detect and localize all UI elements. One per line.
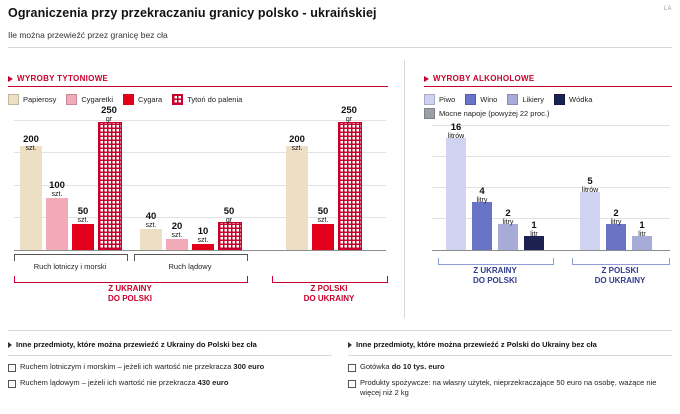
triangle-right-icon: [8, 342, 12, 348]
legend-swatch-papierosy: [8, 94, 19, 105]
legend-label: Wino: [480, 95, 498, 104]
bar-cygara-3: [312, 224, 334, 250]
footer-heading-right: [348, 340, 597, 349]
footer-item-text: Ruchem lotniczym i morskim – jeżeli ich wartość nie przekracza 300 euro: [20, 362, 265, 371]
subgroup-bracket-air-sea: [14, 254, 128, 261]
bar-label: 250 gr: [101, 105, 117, 123]
legend-label: Cygaretki: [81, 95, 114, 104]
footer-list-item: [8, 378, 332, 388]
legend-label: Likiery: [522, 95, 545, 104]
legend-swatch-wodka: [554, 94, 565, 105]
legend-item: [507, 94, 544, 105]
bar-piwo-1: [446, 138, 466, 250]
bar-tyton-3: [338, 122, 362, 250]
bar-wino-1: [472, 202, 492, 250]
legend-label: Wódka: [569, 95, 593, 104]
bar-label: 5 litrów: [581, 176, 599, 194]
bar-wino-2: [606, 224, 626, 250]
bar-papierosy-2: [140, 229, 162, 250]
bar-cygara-1: [72, 224, 94, 250]
footer-list-item: [348, 378, 672, 398]
legend-item: [554, 94, 592, 105]
group-bracket-ua-pl: [14, 276, 248, 283]
bar-label: 250 gr: [341, 105, 357, 123]
divider-footer-top: [8, 330, 672, 331]
bar-label: 50 gr: [223, 206, 235, 224]
legend-item: [424, 108, 549, 119]
section-rule-tobacco: [8, 86, 388, 87]
triangle-right-icon: [348, 342, 352, 348]
footer-list-item: [348, 362, 672, 372]
legend-label: Piwo: [439, 95, 456, 104]
bar-label: 10 szt.: [197, 226, 209, 244]
legend-swatch-cygara: [123, 94, 134, 105]
divider-footer-left: [8, 355, 332, 356]
legend-swatch-cygaretki: [66, 94, 77, 105]
triangle-right-icon: [424, 76, 429, 82]
footer-item-text: Produkty spożywcze: na własny użytek, nieprzekraczające 50 euro na osobę, ważące nie więcej niż 2 kg: [360, 378, 657, 397]
bar-cygaretki-1: [46, 198, 68, 250]
divider-top: [8, 47, 672, 48]
bar-label: 4 litry: [476, 186, 488, 204]
legend-tobacco: [8, 94, 388, 108]
section-header-alcohol: [424, 74, 535, 83]
bar-papierosy-3: [286, 146, 308, 250]
group-label-alc-pl-ua: Z POLSKI DO UKRAINY: [594, 266, 646, 285]
footer-list-item: [8, 362, 332, 372]
subgroup-label-air-sea: Ruch lotniczy i morski: [33, 262, 107, 271]
group-label-alc-ua-pl: Z UKRAINY DO POLSKI: [472, 266, 517, 285]
checkbox-icon: [8, 380, 16, 388]
section-header-tobacco: [8, 74, 108, 83]
legend-label: Tytoń do palenia: [187, 95, 243, 104]
legend-item: [8, 94, 56, 105]
legend-swatch-piwo: [424, 94, 435, 105]
checkbox-icon: [348, 364, 356, 372]
bar-label: 200 szt.: [23, 134, 39, 152]
legend-label: Cygara: [138, 95, 163, 104]
bar-label: 16 litrów: [447, 122, 465, 140]
section-label-tobacco: WYROBY TYTONIOWE: [17, 74, 109, 83]
bar-tyton-1: [98, 122, 122, 250]
bar-papierosy-1: [20, 146, 42, 250]
footer-heading-text: Inne przedmioty, które można przewieźć z Ukrainy do Polski bez cła: [16, 340, 257, 349]
divider-footer-right: [348, 355, 672, 356]
bar-label: 200 szt.: [289, 134, 305, 152]
subgroup-label-land: Ruch lądowy: [168, 262, 212, 271]
legend-label: Mocne napoje (powyżej 22 proc.): [439, 109, 550, 118]
legend-item: [123, 94, 162, 105]
group-bracket-alc-pl-ua: [572, 258, 670, 265]
legend-swatch-mocne-napoje: [424, 108, 435, 119]
bar-label: 2 litry: [502, 208, 514, 226]
bar-tyton-2: [218, 222, 242, 250]
checkbox-icon: [8, 364, 16, 372]
bar-label: 20 szt.: [171, 221, 183, 239]
bar-cygaretki-2: [166, 239, 188, 250]
chart-tobacco-plot: [14, 105, 386, 250]
chart-alcohol-plot: [432, 122, 670, 250]
section-rule-alcohol: [424, 86, 672, 87]
legend-label: Papierosy: [23, 95, 57, 104]
legend-swatch-tyton: [172, 94, 183, 105]
legend-swatch-likiery: [507, 94, 518, 105]
group-bracket-alc-ua-pl: [438, 258, 554, 265]
legend-item: [172, 94, 242, 105]
bar-label: 50 szt.: [77, 206, 89, 224]
group-bracket-pl-ua: [272, 276, 388, 283]
footer-item-text: Gotówka do 10 tys. euro: [360, 362, 445, 371]
bar-label: 1 litr: [638, 220, 646, 238]
bar-likiery-1: [498, 224, 518, 250]
group-label-pl-ua: Z POLSKI DO UKRAINY: [303, 284, 355, 303]
bar-label: 2 litry: [610, 208, 622, 226]
legend-alcohol: [424, 94, 674, 122]
section-label-alcohol: WYROBY ALKOHOLOWE: [433, 74, 535, 83]
legend-swatch-wino: [465, 94, 476, 105]
panel-divider: [404, 60, 405, 318]
checkbox-icon: [348, 380, 356, 388]
bar-label: 1 litr: [530, 220, 538, 238]
bar-label: 50 szt.: [317, 206, 329, 224]
footer-heading-left: [8, 340, 257, 349]
legend-item: [66, 94, 113, 105]
triangle-right-icon: [8, 76, 13, 82]
bar-piwo-2: [580, 192, 600, 250]
footer-item-text: Ruchem lądowym – jeżeli ich wartość nie przekracza 430 euro: [20, 378, 229, 387]
page-subtitle: Ile można przewieźć przez granicę bez cła: [8, 30, 168, 40]
bar-label: 40 szt.: [145, 211, 157, 229]
group-label-ua-pl: Z UKRAINY DO POLSKI: [107, 284, 152, 303]
subgroup-bracket-land: [134, 254, 248, 261]
legend-item: [424, 94, 455, 105]
page-title: Ograniczenia przy przekraczaniu granicy polsko - ukraińskiej: [8, 6, 377, 20]
bar-label: 100 szt.: [49, 180, 65, 198]
legend-item: [465, 94, 497, 105]
corner-mark: LA: [663, 6, 672, 12]
footer-heading-text: Inne przedmioty, które można przewieźć z Polski do Ukrainy bez cła: [356, 340, 597, 349]
